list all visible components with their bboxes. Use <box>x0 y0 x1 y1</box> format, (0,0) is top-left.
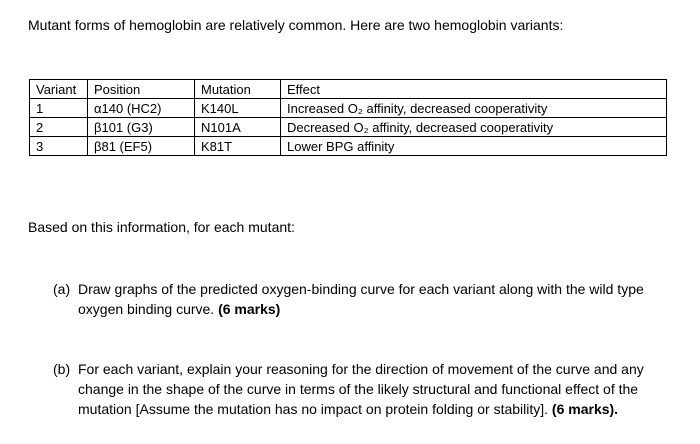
cell-mutation: K81T <box>195 137 281 156</box>
cell-variant: 1 <box>30 99 88 118</box>
question-letter: (b) <box>53 361 71 377</box>
question-b <box>53 359 653 419</box>
header-position: Position <box>88 80 195 99</box>
table-row <box>30 118 667 137</box>
cell-position: β101 (G3) <box>88 118 195 137</box>
cell-mutation: N101A <box>195 118 281 137</box>
question-text <box>78 279 653 319</box>
header-variant: Variant <box>30 80 88 99</box>
question-body: Draw graphs of the predicted oxygen-binding curve for each variant along with the wild type oxygen binding curve. <box>78 281 644 317</box>
cell-variant: 3 <box>30 137 88 156</box>
cell-mutation: K140L <box>195 99 281 118</box>
question-body: For each variant, explain your reasoning for the direction of movement of the curve and any change in the shape of the curve in terms of the likely structural and functional effect of the mutation [Assume the mutation has no impact on protein folding or stability]. <box>78 361 644 417</box>
cell-position: α140 (HC2) <box>88 99 195 118</box>
table-row <box>30 99 667 118</box>
cell-effect: Lower BPG affinity <box>281 137 667 156</box>
question-marks: (6 marks). <box>551 401 619 417</box>
cell-effect: Increased O₂ affinity, decreased cooperativity <box>281 99 667 118</box>
cell-variant: 2 <box>30 118 88 137</box>
table-header-row <box>30 80 667 99</box>
variants-table <box>29 79 667 156</box>
cell-position: β81 (EF5) <box>88 137 195 156</box>
question-a <box>53 279 653 319</box>
intro-text: Mutant forms of hemoglobin are relatively common. Here are two hemoglobin variants: <box>28 17 564 33</box>
question-text <box>78 359 653 419</box>
question-marks: (6 marks) <box>218 301 281 317</box>
question-letter: (a) <box>53 281 71 297</box>
cell-effect: Decreased O₂ affinity, decreased cooperativity <box>281 118 667 137</box>
table-row <box>30 137 667 156</box>
header-effect: Effect <box>281 80 667 99</box>
lead-text: Based on this information, for each mutant: <box>28 219 295 235</box>
header-mutation: Mutation <box>195 80 281 99</box>
